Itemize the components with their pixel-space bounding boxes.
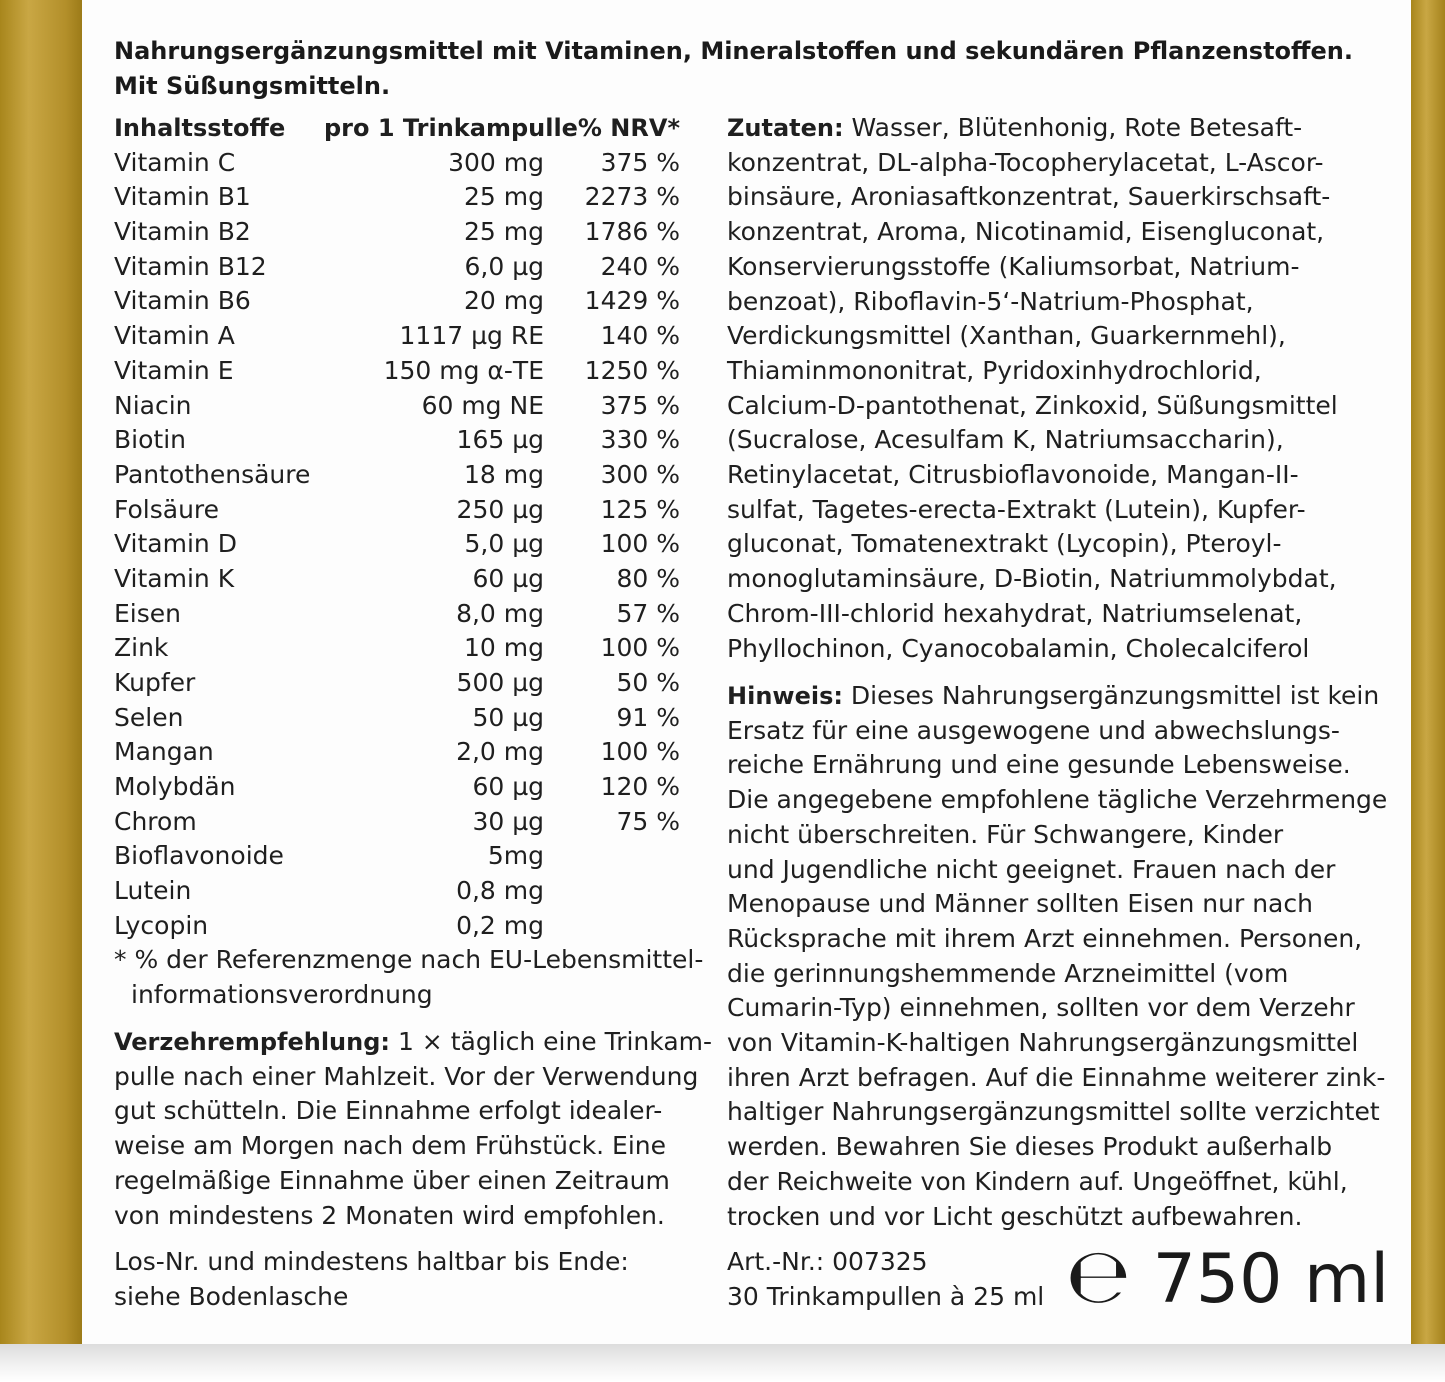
footnote-line-2: informationsverordnung xyxy=(131,979,433,1009)
nutrition-table-header xyxy=(114,111,680,146)
estimated-sign-icon: ℮ xyxy=(1066,1231,1131,1320)
amount-per-ampoule: 30 µg xyxy=(472,806,544,836)
ingredient-name: Vitamin D xyxy=(114,529,237,559)
ingredient-name: Vitamin C xyxy=(114,147,236,177)
batch-line: Los-Nr. und mindestens haltbar bis Ende: xyxy=(114,1247,629,1276)
amount-per-ampoule: 18 mg xyxy=(464,459,544,489)
table-row xyxy=(114,458,680,493)
notice-line: Cumarin-Typ) einnehmen, sollten vor dem Verzehr xyxy=(727,993,1355,1023)
ingredients-line: konzentrat, Aroma, Nicotinamid, Eisengluconat, xyxy=(727,217,1325,247)
ingredients-line: monoglutaminsäure, D-Biotin, Natriummolybdat, xyxy=(727,564,1337,594)
nrv-percent: 1786 % xyxy=(584,217,680,247)
description-line-1: Nahrungsergänzungsmittel mit Vitaminen, Mineralstoffen und sekundären Pflanzenstoffen. xyxy=(114,37,1353,65)
description-line-2: Mit Süßungsmitteln. xyxy=(114,72,391,100)
ingredient-name: Zink xyxy=(114,633,169,663)
nrv-percent: 330 % xyxy=(600,425,680,455)
header-per-ampoule: pro 1 Trinkampulle xyxy=(324,114,578,142)
amount-per-ampoule: 165 µg xyxy=(456,425,544,455)
intake-line: regelmäßige Einnahme über einen Zeitraum xyxy=(114,1165,670,1195)
article-line: 30 Trinkampullen à 25 ml xyxy=(727,1281,1045,1311)
ingredients-line: Verdickungsmittel (Xanthan, Guarkernmehl), xyxy=(727,321,1286,351)
gold-border-right xyxy=(1411,0,1445,1344)
ingredient-name: Eisen xyxy=(114,598,181,628)
table-row xyxy=(114,215,680,250)
ingredients-line: Calcium-D-pantothenat, Zinkoxid, Süßungsmittel xyxy=(727,390,1338,420)
nrv-percent: 375 % xyxy=(600,390,680,420)
ingredients-text xyxy=(727,111,1338,666)
ingredient-name: Biotin xyxy=(114,425,186,455)
nrv-percent: 100 % xyxy=(600,633,680,663)
ingredients-first-line xyxy=(727,111,1338,146)
amount-per-ampoule: 300 mg xyxy=(448,147,544,177)
nrv-percent: 91 % xyxy=(616,702,680,732)
amount-per-ampoule: 8,0 mg xyxy=(456,598,544,628)
nrv-percent xyxy=(544,874,680,909)
ingredient-name: Mangan xyxy=(114,737,214,767)
table-row xyxy=(114,319,680,354)
amount-per-ampoule: 60 µg xyxy=(472,772,544,802)
notice-line: Die angegebene empfohlene tägliche Verzehrmenge xyxy=(727,785,1388,815)
table-row xyxy=(114,284,680,319)
batch-info xyxy=(114,1245,629,1314)
table-row xyxy=(114,770,680,805)
amount-per-ampoule: 250 µg xyxy=(456,494,544,524)
article-line: Art.-Nr.: 007325 xyxy=(727,1247,928,1276)
table-row xyxy=(114,423,680,458)
ingredients-line: Thiaminmononitrat, Pyridoxinhydrochlorid, xyxy=(727,355,1262,385)
table-row xyxy=(114,527,680,562)
amount-per-ampoule: 20 mg xyxy=(464,286,544,316)
nrv-percent xyxy=(544,839,680,874)
nrv-percent: 375 % xyxy=(600,147,680,177)
table-row xyxy=(114,735,680,770)
header-ingredients: Inhaltsstoffe xyxy=(114,114,286,142)
ingredient-name: Niacin xyxy=(114,390,192,420)
net-volume xyxy=(1066,1231,1390,1320)
gold-border-left xyxy=(0,0,82,1344)
table-row xyxy=(114,389,680,424)
ingredient-name: Vitamin B6 xyxy=(114,286,251,316)
notice-line: und Jugendliche nicht geeignet. Frauen nach der xyxy=(727,854,1336,884)
ingredients-line: (Sucralose, Acesulfam K, Natriumsaccharin), xyxy=(727,425,1284,455)
volume-value: 750 ml xyxy=(1152,1240,1390,1319)
notice-line: die gerinnungshemmende Arzneimittel (vom xyxy=(727,958,1289,988)
notice-line: trocken und vor Licht geschützt aufbewahren. xyxy=(727,1201,1303,1231)
ingredients-first-text: Wasser, Blütenhonig, Rote Betesaft- xyxy=(843,113,1303,142)
nrv-percent: 50 % xyxy=(616,668,680,697)
nrv-percent: 120 % xyxy=(600,772,680,802)
footnote-line-1: * % der Referenzmenge nach EU-Lebensmittel- xyxy=(114,945,704,974)
table-row xyxy=(114,839,680,874)
notice-line: Rücksprache mit ihrem Arzt einnehmen. Personen, xyxy=(727,923,1363,953)
amount-per-ampoule: 25 mg xyxy=(464,217,544,247)
table-row xyxy=(114,631,680,666)
amount-per-ampoule: 60 µg xyxy=(472,563,544,593)
intake-recommendation xyxy=(114,1025,712,1233)
intake-line: von mindestens 2 Monaten wird empfohlen. xyxy=(114,1200,665,1230)
nrv-percent: 100 % xyxy=(600,529,680,559)
notice-line: reiche Ernährung und eine gesunde Lebensweise. xyxy=(727,750,1351,780)
table-row xyxy=(114,180,680,215)
intake-line: gut schütteln. Die Einnahme erfolgt idealer- xyxy=(114,1096,663,1126)
nutrition-table xyxy=(114,111,680,944)
intake-line: pulle nach einer Mahlzeit. Vor der Verwendung xyxy=(114,1061,699,1091)
ingredient-name: Vitamin B2 xyxy=(114,217,251,247)
ingredient-name: Vitamin K xyxy=(114,563,235,593)
intake-line: weise am Morgen nach dem Frühstück. Eine xyxy=(114,1131,667,1161)
notice-line: werden. Bewahren Sie dieses Produkt außerhalb xyxy=(727,1132,1333,1162)
ingredient-name: Bioflavonoide xyxy=(114,841,284,871)
ingredient-name: Lycopin xyxy=(114,910,209,940)
table-row xyxy=(114,354,680,389)
ingredient-name: Vitamin A xyxy=(114,321,235,351)
ingredient-name: Kupfer xyxy=(114,668,196,697)
notice-line: Menopause und Männer sollten Eisen nur nach xyxy=(727,889,1313,919)
ingredients-line: benzoat), Riboflavin-5‘-Natrium-Phosphat, xyxy=(727,286,1254,316)
notice-line: haltiger Nahrungsergänzungsmittel sollte verzichtet xyxy=(727,1097,1380,1127)
table-row xyxy=(114,874,680,909)
nrv-percent: 75 % xyxy=(616,806,680,836)
nrv-percent: 125 % xyxy=(600,494,680,524)
amount-per-ampoule: 1117 µg RE xyxy=(399,321,544,351)
ingredient-name: Pantothensäure xyxy=(114,459,311,489)
ingredient-name: Chrom xyxy=(114,806,197,836)
bottom-edge xyxy=(0,1344,1445,1382)
article-info xyxy=(727,1245,1044,1314)
amount-per-ampoule: 500 µg xyxy=(456,668,544,697)
ingredient-name: Folsäure xyxy=(114,494,220,524)
table-row xyxy=(114,562,680,597)
notice-text xyxy=(727,679,1387,1234)
notice-line: der Reichweite von Kindern auf. Ungeöffnet, kühl, xyxy=(727,1166,1348,1196)
product-description xyxy=(114,34,1354,104)
ingredients-line: konzentrat, DL-alpha-Tocopherylacetat, L-Ascor- xyxy=(727,147,1324,177)
table-row xyxy=(114,493,680,528)
nrv-percent: 57 % xyxy=(616,598,680,628)
table-row xyxy=(114,250,680,285)
nrv-percent: 1429 % xyxy=(584,286,680,316)
ingredients-line: Konservierungsstoffe (Kaliumsorbat, Natrium- xyxy=(727,251,1300,281)
nrv-percent: 2273 % xyxy=(584,182,680,212)
amount-per-ampoule: 150 mg α-TE xyxy=(383,355,544,385)
notice-line: von Vitamin-K-haltigen Nahrungsergänzungsmittel xyxy=(727,1028,1359,1058)
notice-line: ihren Arzt befragen. Auf die Einnahme weiterer zink- xyxy=(727,1062,1386,1092)
ingredient-name: Vitamin B1 xyxy=(114,182,251,212)
ingredients-label: Zutaten: xyxy=(727,114,844,142)
ingredients-line: sulfat, Tagetes-erecta-Extrakt (Lutein), Kupfer- xyxy=(727,494,1306,524)
amount-per-ampoule: 0,2 mg xyxy=(456,910,544,940)
ingredient-name: Vitamin B12 xyxy=(114,251,267,281)
ingredient-name: Vitamin E xyxy=(114,355,234,385)
ingredients-line: Retinylacetat, Citrusbioflavonoide, Mangan-II- xyxy=(727,460,1299,490)
notice-first-line xyxy=(727,679,1387,714)
notice-line: nicht überschreiten. Für Schwangere, Kinder xyxy=(727,819,1284,849)
ingredient-name: Molybdän xyxy=(114,772,236,802)
amount-per-ampoule: 25 mg xyxy=(464,182,544,212)
batch-line: siehe Bodenlasche xyxy=(114,1281,349,1311)
ingredients-line: Phyllochinon, Cyanocobalamin, Cholecalciferol xyxy=(727,633,1310,663)
amount-per-ampoule: 50 µg xyxy=(472,702,544,732)
amount-per-ampoule: 5mg xyxy=(487,841,544,871)
nrv-footnote xyxy=(114,943,714,1012)
table-row xyxy=(114,146,680,181)
intake-label: Verzehrempfehlung: xyxy=(114,1028,390,1056)
notice-first-text: Dieses Nahrungsergänzungsmittel ist kein xyxy=(842,681,1380,710)
amount-per-ampoule: 5,0 µg xyxy=(464,529,544,559)
table-row xyxy=(114,666,680,701)
ingredient-name: Selen xyxy=(114,702,184,732)
table-row xyxy=(114,909,680,944)
notice-line: Ersatz für eine ausgewogene und abwechslungs- xyxy=(727,715,1340,745)
table-row xyxy=(114,805,680,840)
amount-per-ampoule: 6,0 µg xyxy=(464,251,544,281)
notice-label: Hinweis: xyxy=(727,682,843,710)
nrv-percent: 240 % xyxy=(600,251,680,281)
nrv-percent xyxy=(544,909,680,944)
nrv-percent: 100 % xyxy=(600,737,680,767)
amount-per-ampoule: 2,0 mg xyxy=(456,737,544,767)
ingredient-name: Lutein xyxy=(114,876,192,906)
nrv-percent: 1250 % xyxy=(584,355,680,385)
ingredients-line: gluconat, Tomatenextrakt (Lycopin), Pteroyl- xyxy=(727,529,1282,559)
amount-per-ampoule: 0,8 mg xyxy=(456,876,544,906)
ingredients-line: Chrom-III-chlorid hexahydrat, Natriumselenat, xyxy=(727,598,1303,628)
amount-per-ampoule: 60 mg NE xyxy=(421,390,544,420)
header-nrv: % NRV* xyxy=(577,114,680,142)
nrv-percent: 80 % xyxy=(616,563,680,593)
amount-per-ampoule: 10 mg xyxy=(464,633,544,663)
intake-first-line xyxy=(114,1025,712,1060)
table-row xyxy=(114,597,680,632)
nrv-percent: 140 % xyxy=(600,321,680,351)
intake-first-text: 1 × täglich eine Trinkam- xyxy=(390,1027,713,1056)
nrv-percent: 300 % xyxy=(600,459,680,489)
ingredients-line: binsäure, Aroniasaftkonzentrat, Sauerkirschsaft- xyxy=(727,182,1331,212)
table-row xyxy=(114,701,680,736)
